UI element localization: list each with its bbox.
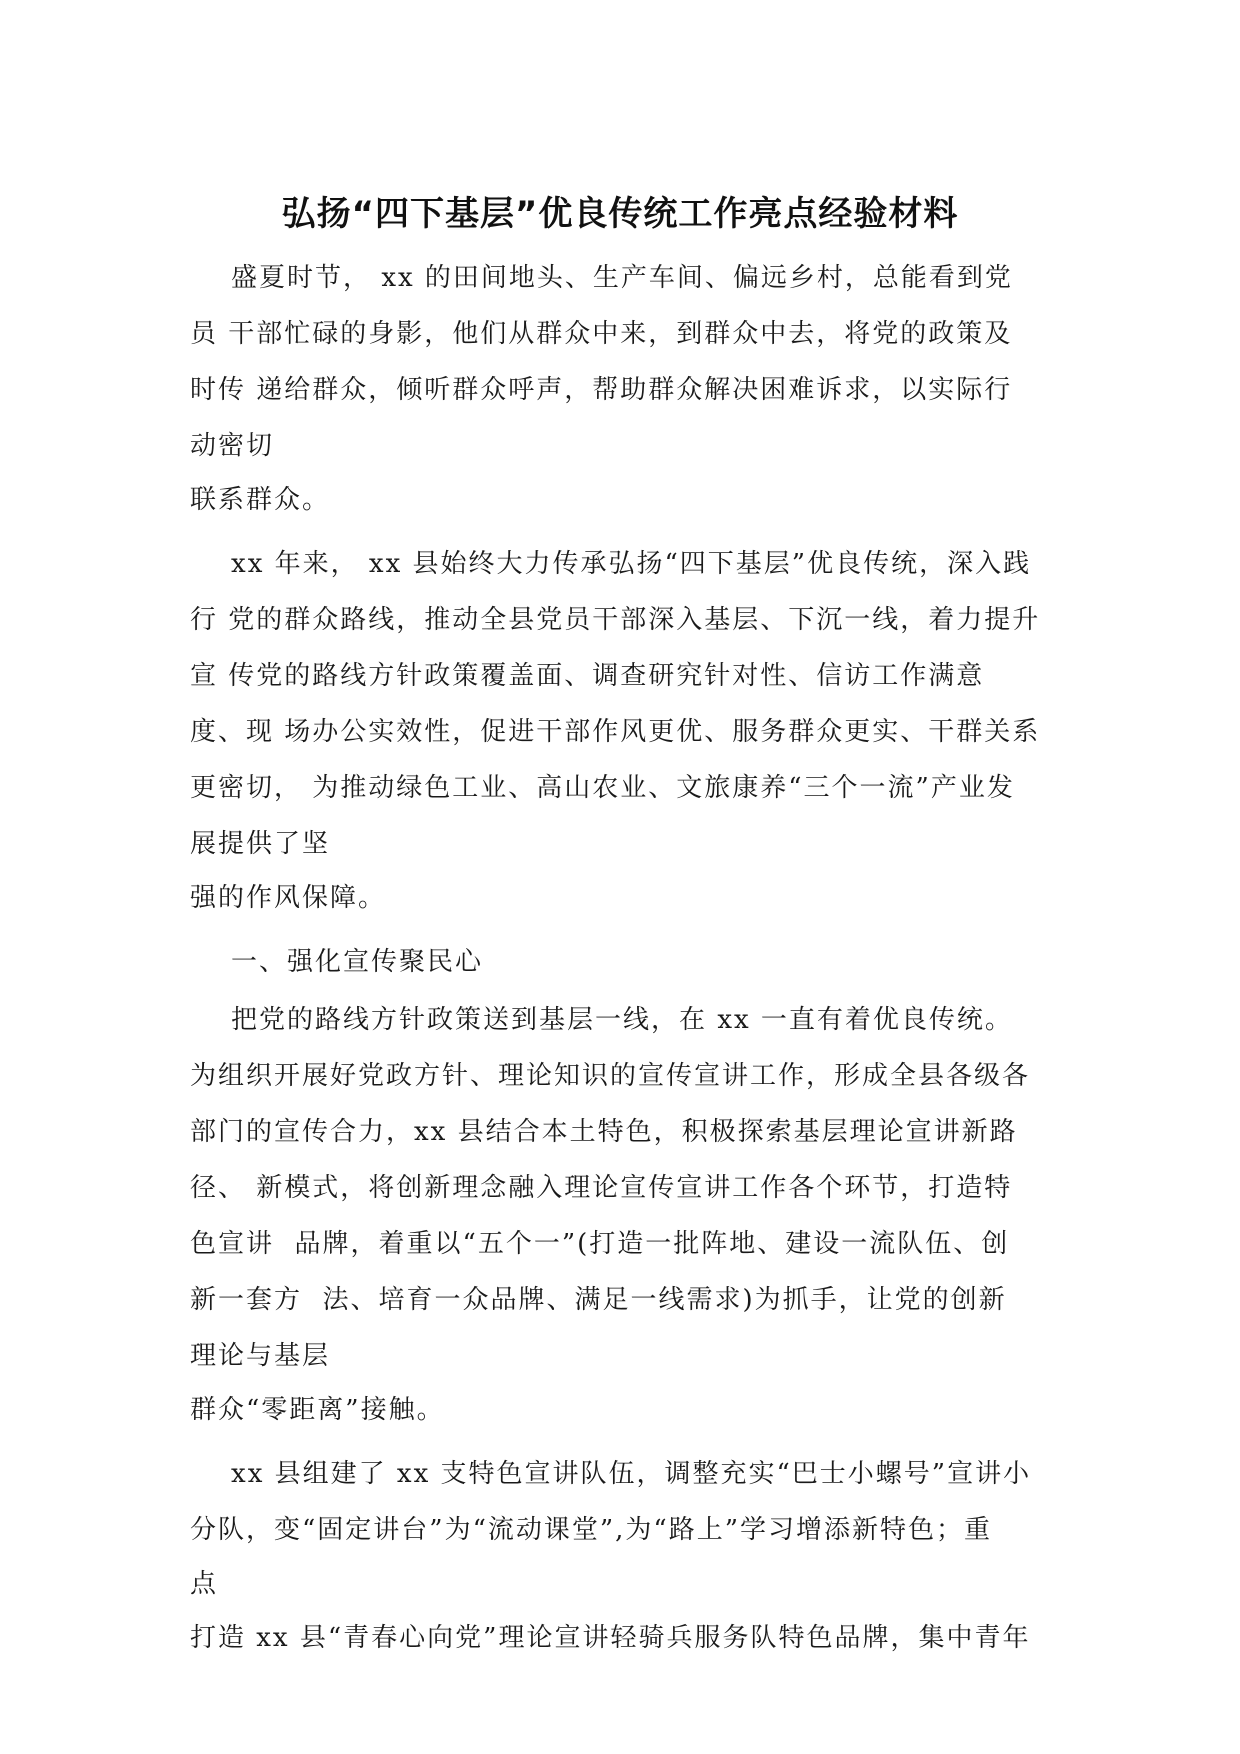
- paragraph-line: 员 干部忙碌的身影，他们从群众中来，到群众中去，将党的政策及: [190, 319, 1013, 349]
- section-heading: 一、强化宣传聚民心: [190, 947, 484, 977]
- paragraph-line: 行 党的群众路线，推动全县党员干部深入基层、下沉一线，着力提升: [190, 605, 1041, 635]
- paragraph-line: 动密切: [190, 431, 275, 461]
- document-title: 弘扬“四下基层”优良传统工作亮点经验材料: [281, 194, 959, 234]
- paragraph-line: 为组织开展好党政方针、理论知识的宣传宣讲工作，形成全县各级各: [190, 1061, 1031, 1091]
- paragraph-line: 联系群众。: [190, 485, 331, 515]
- paragraph-line: xx 县组建了 xx 支特色宣讲队伍，调整充实“巴士小螺号”宣讲小: [190, 1459, 1032, 1489]
- paragraph-line: 部门的宣传合力，xx 县结合本土特色，积极探索基层理论宣讲新路: [190, 1117, 1018, 1147]
- paragraph-line: 径、 新模式，将创新理念融入理论宣传宣讲工作各个环节，打造特: [190, 1173, 1013, 1203]
- paragraph-line: 分队，变“固定讲台”为“流动课堂”,为“路上”学习增添新特色；重: [190, 1515, 993, 1545]
- paragraph-line: 点: [190, 1569, 219, 1599]
- paragraph-line: 宣 传党的路线方针政策覆盖面、调查研究针对性、信访工作满意: [190, 661, 985, 691]
- paragraph-line: 新一套方 法、培育一众品牌、满足一线需求)为抓手，让党的创新: [190, 1285, 1007, 1315]
- paragraph-line: 更密切， 为推动绿色工业、高山农业、文旅康养“三个一流”产业发: [190, 773, 1015, 803]
- paragraph-line: xx 年来， xx 县始终大力传承弘扬“四下基层”优良传统，深入践: [190, 549, 1032, 579]
- paragraph-line: 盛夏时节， xx 的田间地头、生产车间、偏远乡村，总能看到党: [190, 263, 1013, 293]
- paragraph-line: 度、现 场办公实效性，促进干部作风更优、服务群众更实、干群关系: [190, 717, 1041, 747]
- paragraph-line: 打造 xx 县“青春心向党”理论宣讲轻骑兵服务队特色品牌，集中青年: [190, 1623, 1031, 1653]
- paragraph-line: 色宣讲 品牌，着重以“五个一”(打造一批阵地、建设一流队伍、创: [190, 1229, 1010, 1259]
- paragraph-line: 群众“零距离”接触。: [190, 1395, 445, 1425]
- paragraph-line: 展提供了坚: [190, 829, 331, 859]
- paragraph-line: 理论与基层: [190, 1341, 331, 1371]
- paragraph-line: 时传 递给群众，倾听群众呼声，帮助群众解决困难诉求，以实际行: [190, 375, 1013, 405]
- paragraph-line: 强的作风保障。: [190, 883, 387, 913]
- paragraph-line: 把党的路线方针政策送到基层一线，在 xx 一直有着优良传统。: [190, 1005, 1013, 1035]
